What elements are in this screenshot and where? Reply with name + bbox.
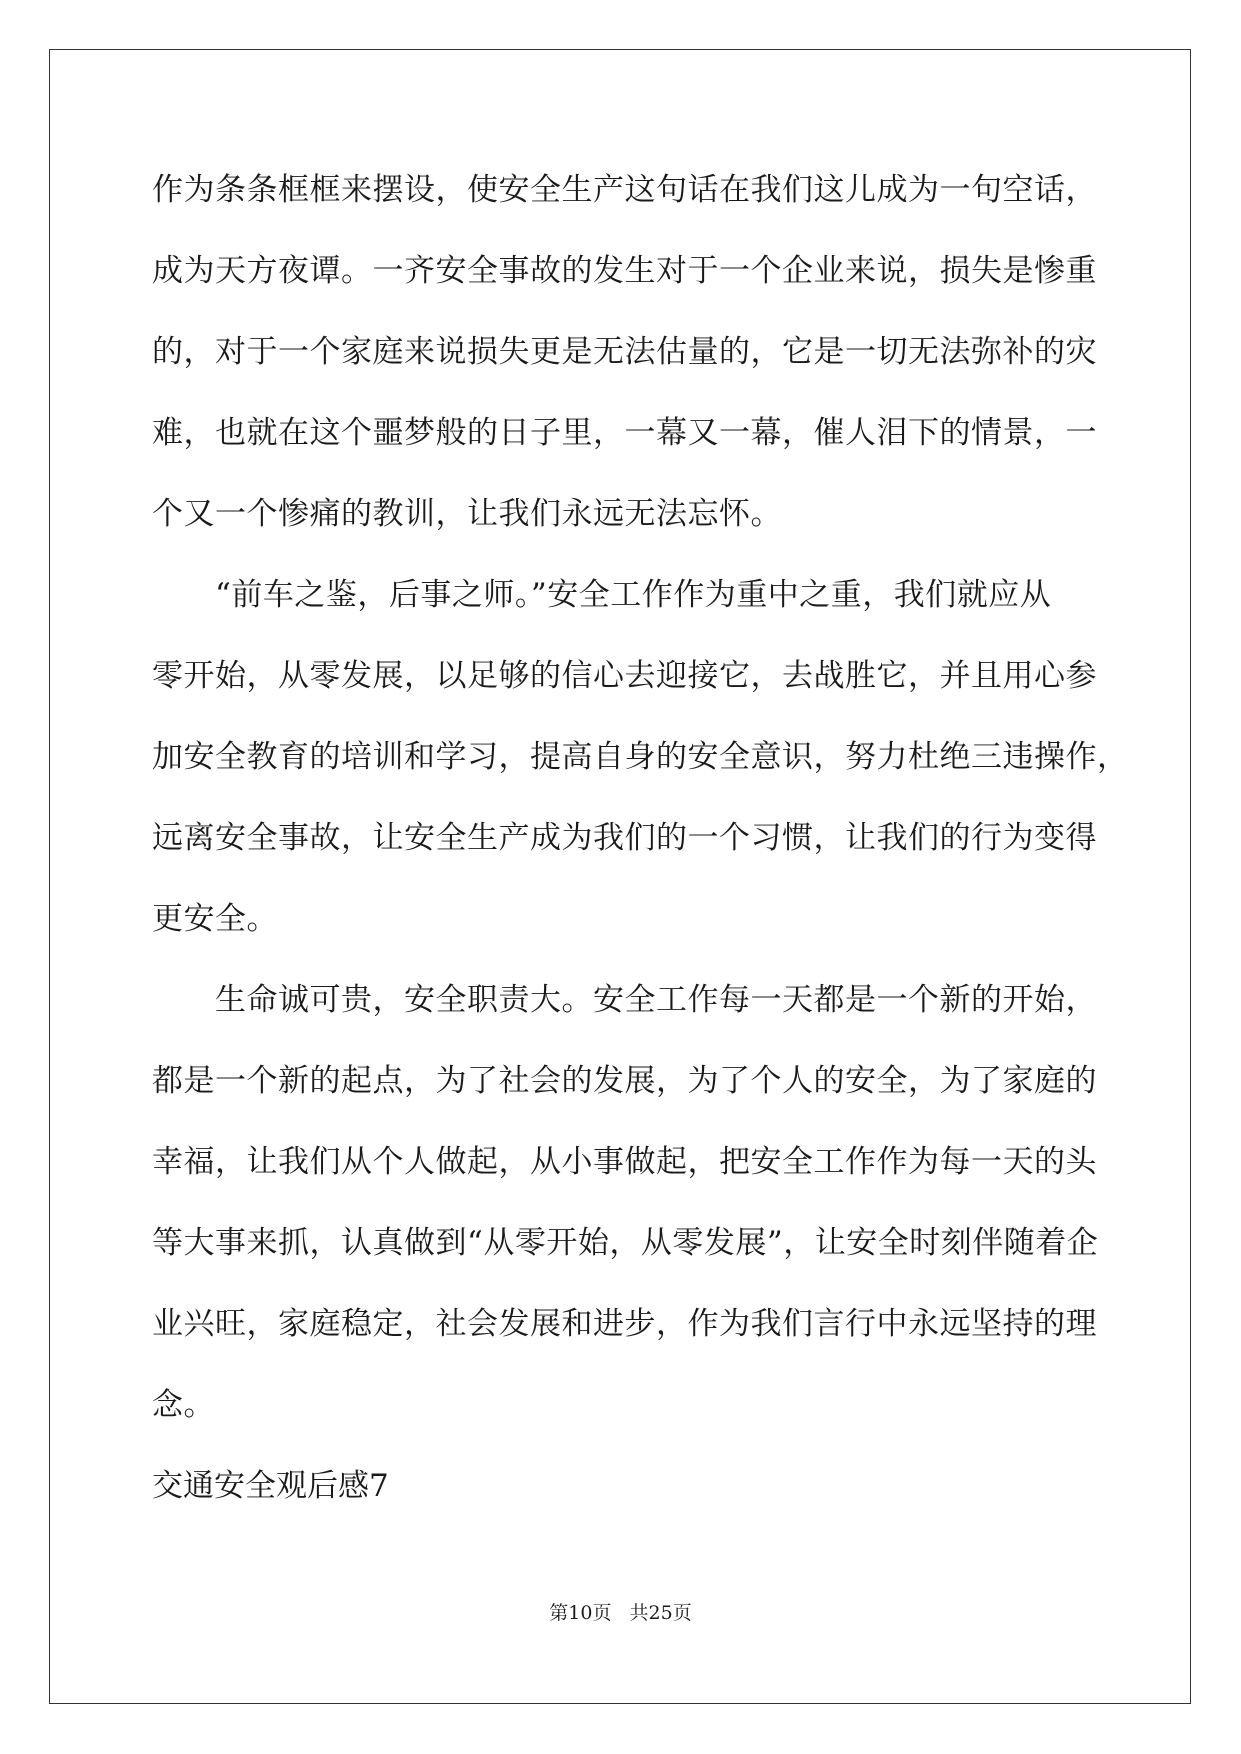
text-line: 零开始，从零发展，以足够的信心去迎接它，去战胜它，并且用心参 (152, 658, 1097, 694)
text-line: 业兴旺，家庭稳定，社会发展和进步，作为我们言行中永远坚持的理 (152, 1306, 1097, 1342)
text-line: 加安全教育的培训和学习，提高自身的安全意识，努力杜绝三违操作， (152, 739, 1129, 775)
text-line: 远离安全事故，让安全生产成为我们的一个习惯，让我们的行为变得 (152, 820, 1097, 856)
page-number: 第10页 (549, 1602, 612, 1624)
text-line: 幸福，让我们从个人做起，从小事做起，把安全工作作为每一天的头 (152, 1144, 1097, 1180)
section-heading: 交通安全观后感7 (152, 1468, 389, 1504)
text-line: 成为天方夜谭。一齐安全事故的发生对于一个企业来说，损失是惨重 (152, 253, 1097, 289)
text-line: 作为条条框框来摆设，使安全生产这句话在我们这儿成为一句空话， (152, 172, 1097, 208)
text-line: 等大事来抓，认真做到“从零开始，从零发展”，让安全时刻伴随着企 (152, 1225, 1099, 1261)
text-line: 更安全。 (152, 901, 278, 937)
text-line: “前车之鉴，后事之师。”安全工作作为重中之重，我们就应从 (215, 577, 1052, 613)
document-body (152, 150, 1129, 1527)
paragraph-2 (152, 555, 1129, 960)
text-line: 的，对于一个家庭来说损失更是无法估量的，它是一切无法弥补的灾 (152, 334, 1097, 370)
paragraph-1 (152, 150, 1097, 555)
text-line: 都是一个新的起点，为了社会的发展，为了个人的安全，为了家庭的 (152, 1063, 1097, 1099)
page-total: 共25页 (629, 1602, 692, 1624)
text-line: 个又一个惨痛的教训，让我们永远无法忘怀。 (152, 496, 782, 532)
text-line: 生命诚可贵，安全职责大。安全工作每一天都是一个新的开始， (215, 982, 1097, 1018)
page-footer (0, 1598, 1241, 1625)
text-line: 难，也就在这个噩梦般的日子里，一幕又一幕，催人泪下的情景，一 (152, 415, 1097, 451)
text-line: 念。 (152, 1387, 215, 1423)
paragraph-3 (152, 960, 1099, 1446)
